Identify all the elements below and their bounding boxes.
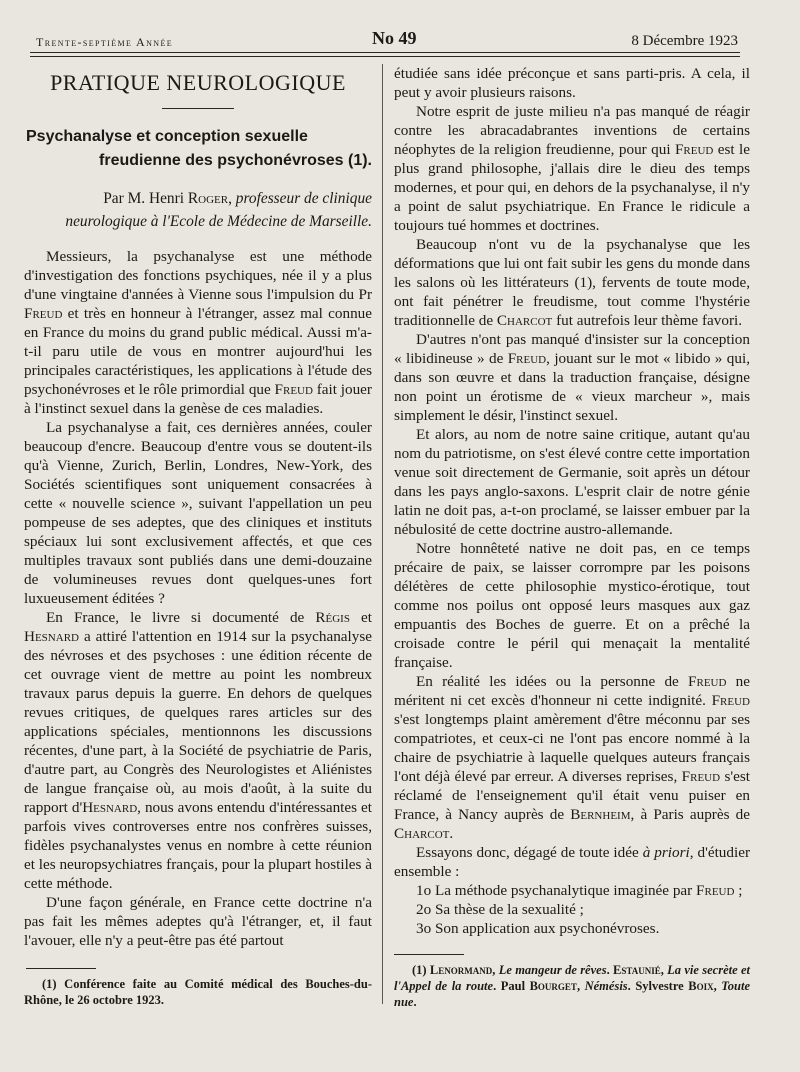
paragraph: D'autres n'ont pas manqué d'insister sur la conception « libidineuse » de Freud, jouant sur le mot « libido » qui, dans son œuvre et dans la traduction française, désigne non point un érotisme de « vieux marcheur », mais simplement le désir, l'instinct sexuel. <box>394 331 750 424</box>
right-column <box>394 64 750 938</box>
byline-prefix: Par M. Henri <box>103 190 188 207</box>
section-title: PRATIQUE NEUROLOGIQUE <box>50 70 346 95</box>
paragraph: étudiée sans idée préconçue et sans parti-pris. A cela, il peut y avoir plusieurs raisons. <box>394 65 750 101</box>
author-name: Roger <box>187 190 229 207</box>
paragraph: Messieurs, la psychanalyse est une méthode d'investigation des fonctions psychiques, née il y a plus d'une vingtaine d'années à Vienne sous l'impulsion du Pr Freud et très en honneur à l'étranger, assez mal connue en France du moins du grand public médical. Aussi m'a-t-il paru utile de vous en montrer aujourd'hui les principales caractéristiques, les applications à l'étude des psychonévroses et le rôle primordial que Freud fait jouer à l'instinct sexuel dans la genèse de ces maladies. <box>24 248 372 417</box>
header-rule <box>30 52 740 53</box>
header-rule-thin <box>30 56 740 57</box>
paragraph: En France, le livre si documenté de Régis et Hesnard a attiré l'attention en 1914 sur la psychanalyse des névroses et des psychoses : une édition récente de cet ouvrage vient de mettre au point les nombreux travaux parus depuis la guerre. En dehors de quelques revues critiques, de quelques rares articles sur des applications spéciales, mentionnons les discussions récentes, d'une part, à la Société de psychiatrie de Paris, d'autre part, au Congrès des Neurologistes et Aliénistes de langue française où, au mois d'août, à la suite du rapport d'Hesnard, nous avons entendu d'intéressantes et parfois vives controverses entre nos confrères suisses, fidèles psychanalystes venus en nombre à cette réunion et les neuropsychiatres français, pour la plupart hostiles à cette méthode. <box>24 609 373 892</box>
issue-date: 8 Décembre 1923 <box>631 33 738 49</box>
paragraph: Et alors, au nom de notre saine critique, autant qu'au nom du patriotisme, on s'est élevé contre cette importation venue soit directement de Germanie, soit après un détour dans les pays anglo-saxons. L'esprit clair de notre génie latin ne doit pas, a-t-on proclamé, se laisser embuer par la nébulosité de cette doctrine austro-allemande. <box>394 426 750 538</box>
paragraph: D'une façon générale, en France cette doctrine n'a pas fait les mêmes adeptes qu'à l'étranger, et, il faut l'avouer, elle n'y a peut-être pas été partout <box>24 894 372 949</box>
author-byline: Par M. Henri Roger, professeur de clinique neurologique à l'Ecole de Médecine de Marseille. <box>24 187 372 233</box>
volume-year: Trente-septième Année <box>36 35 174 49</box>
footnote-right: (1) Lenormand, Le mangeur de rêves. Estaunié, La vie secrète et l'Appel de la route. Paul Bourget, Némésis. Sylvestre Boix, Toute nue. <box>394 963 751 1009</box>
paragraph: La psychanalyse a fait, ces dernières années, couler beaucoup d'encre. Beaucoup d'entre vous se doutent-ils qu'à Vienne, Zurich, Berlin, Londres, New-York, des Sociétés scientifiques sont uniquement consacrées à cette « nouvelle science », suivant l'appellation un peu pompeuse de ses adeptes, que des cliniques et instituts spéciaux lui sont exclusivement affectés, et que ces multiples travaux sont publiés dans une demi-douzaine de volumineuses revues dont quelques-unes fort luxueusement éditées ? <box>24 419 372 607</box>
paragraph: Notre honnêteté native ne doit pas, en ce temps précaire de paix, se laisser corrompre par les poisons délétères de cette philosophie mystico-érotique, tout comme nos poilus ont opposé leurs masques aux gaz empuantis des Boches de guerre. Et on a prêché la croisade contre le péril qui menaçait la mentalité française. <box>394 540 750 671</box>
footnote-rule <box>26 968 96 969</box>
list-item: 2o Sa thèse de la sexualité ; <box>416 901 584 918</box>
list-item: 1o La méthode psychanalytique imaginée par Freud ; <box>416 882 743 899</box>
paragraph: En réalité les idées ou la personne de Freud ne méritent ni cet excès d'honneur ni cette indignité. Freud s'est longtemps plaint amèrement d'être méconnu par ses compatriotes, et ceux-ci ne l'ont pas encore nommé à la chaire de psychiatrie à laquelle quelques auteurs français l'ont déjà élevé par erreur. A diverses reprises, Freud s'est réclamé de l'enseignement qu'il était venu puiser en France, à Nancy auprès de Bernheim, à Paris auprès de Charcot. <box>394 673 751 842</box>
paragraph: Essayons donc, dégagé de toute idée à priori, d'étudier ensemble : <box>394 844 751 880</box>
article-title-line-1: Psychanalyse et conception sexuelle <box>26 128 308 145</box>
list-item: 3o Son application aux psychonévroses. <box>416 920 660 937</box>
author-role-2: neurologique à l'Ecole de Médecine de Marseille. <box>65 213 372 230</box>
running-header <box>36 28 738 58</box>
author-role-1: professeur de clinique <box>235 190 372 207</box>
column-divider <box>382 64 383 1004</box>
article-title-line-2: freudienne des psychonévroses (1). <box>99 152 372 169</box>
title-separator <box>162 108 234 109</box>
outline-list <box>394 881 750 938</box>
paragraph: Notre esprit de juste milieu n'a pas manqué de réagir contre les abracadabrantes inventions de certains néophytes de la religion freudienne, pour qui Freud est le plus grand philosophe, j'allais dire le dieu des temps modernes, et pour qui, en dehors de la psychanalyse, il n'y a point de salut psychiatrique. En France le ridicule a toujours tué hommes et doctrines. <box>394 103 750 234</box>
footnote-left: (1) Conférence faite au Comité médical des Bouches-du-Rhône, le 26 octobre 1923. <box>24 977 372 1007</box>
paragraph: Beaucoup n'ont vu de la psychanalyse que les déformations que lui ont fait subir les gens du monde dans les salons où les littérateurs (1), fervents de toute mode, ont fait pénétrer le freudisme, tout comme l'hystérie traditionnelle de Charcot fut autrefois leur thème favori. <box>394 236 750 329</box>
footnote-rule <box>394 954 464 955</box>
issue-number: No 49 <box>372 28 417 48</box>
left-column <box>24 64 372 950</box>
